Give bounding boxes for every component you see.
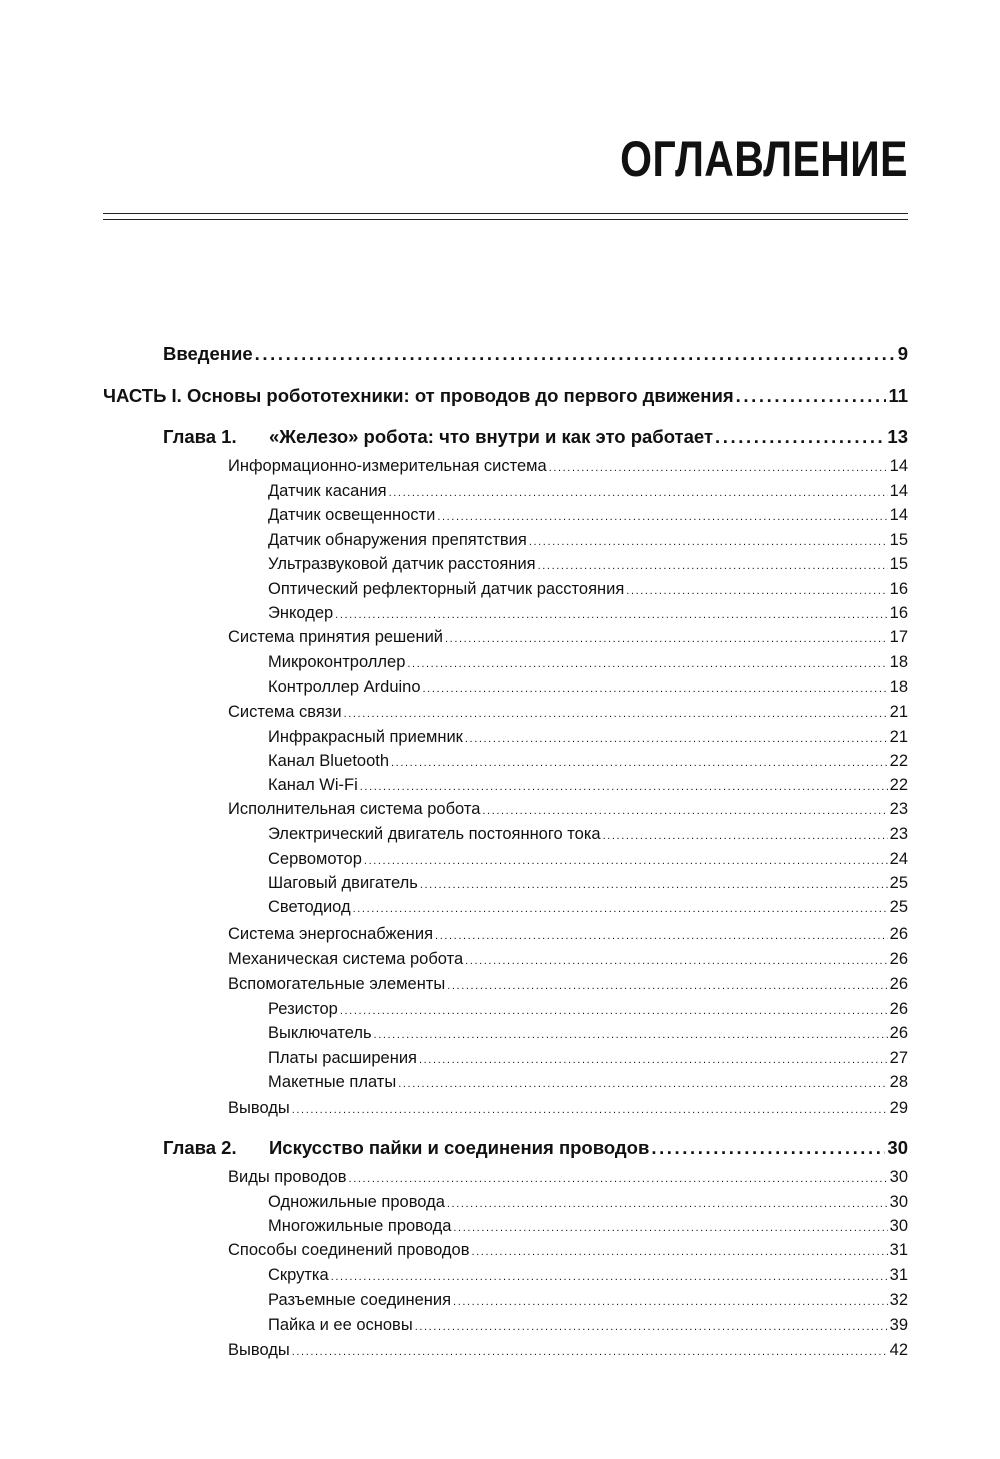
toc-entry-label [163,1137,649,1159]
toc-entry-label: Разъемные соединения [268,1291,452,1309]
toc-entry-label: Макетные платы [268,1073,397,1091]
dot-leader [331,1271,888,1283]
toc-entry-label: Энкодер [268,604,334,622]
toc-entry-label: Ультразвуковой датчик расстояния [268,555,536,573]
toc-entry-label: Исполнительная система робота [228,800,481,818]
dot-leader [435,930,888,942]
dot-leader [715,426,885,448]
dot-leader [447,1198,888,1210]
toc-entry [228,1099,908,1118]
dot-leader [482,805,887,817]
toc-entry-page: 30 [889,1193,908,1211]
toc-entry-page: 28 [889,1073,908,1091]
toc-entry-page: 16 [889,604,908,622]
dot-leader [353,903,888,915]
toc-entry [228,800,908,819]
toc-entry-page: 24 [889,850,908,868]
toc-entry-page: 15 [889,555,908,573]
toc-entry-page: 30 [889,1168,908,1186]
toc-entry-label: Система связи [228,703,342,721]
toc-entry-label: Система энергоснабжения [228,925,434,943]
toc-entry-page: 11 [888,385,908,406]
dot-leader [391,757,888,769]
toc-entry-page: 26 [889,1024,908,1042]
dot-leader [549,462,888,474]
toc-entry [228,457,908,476]
dot-leader [419,1054,888,1066]
toc-entry-label: Вспомогательные элементы [228,975,446,993]
dot-leader [360,781,888,793]
toc-entry-label: Канал Wi-Fi [268,776,358,794]
toc-entry-label: Датчик обнаружения препятствия [268,531,527,549]
toc-entry-label: Система принятия решений [228,628,444,646]
toc-entry-page: 25 [889,898,908,916]
dot-leader [344,708,888,720]
dot-leader [292,1346,888,1358]
dot-leader [437,511,887,523]
toc-entry [228,1341,908,1360]
toc-entry-label: Шаговый двигатель [268,874,418,892]
toc-entry [268,1024,908,1043]
toc-entry-label: Виды проводов [228,1168,347,1186]
dot-leader [374,1029,888,1041]
toc-entry [268,1217,908,1236]
toc-entry-page: 39 [889,1316,908,1334]
dot-leader [453,1222,887,1234]
dot-leader [453,1296,888,1308]
toc-entry [268,678,908,697]
toc-entry [268,874,908,893]
toc-entry-label: Микроконтроллер [268,653,406,671]
toc-entry-page: 13 [887,426,908,447]
toc-entry-page: 14 [889,506,908,524]
toc-entry-label: Механическая система робота [228,950,464,968]
toc-entry-page: 15 [889,531,908,549]
toc-entry [268,728,908,747]
toc-entry [163,426,908,448]
toc-entry-label: Датчик освещенности [268,506,436,524]
dot-leader [465,955,887,967]
dot-leader [340,1005,888,1017]
toc-entry [268,506,908,525]
toc-entry-page: 32 [889,1291,908,1309]
toc-entry-page: 22 [889,752,908,770]
toc-entry-page: 14 [889,457,908,475]
dot-leader [538,560,888,572]
dot-leader [423,683,888,695]
dot-leader [651,1137,885,1159]
toc-entry [268,1316,908,1335]
dot-leader [292,1104,888,1116]
toc-entry [268,555,908,574]
toc-entry [268,1073,908,1092]
toc-entry-label: Канал Bluetooth [268,752,390,770]
toc-entry-label: Датчик касания [268,482,387,500]
toc-entry-page: 31 [889,1266,908,1284]
toc-entry-page: 26 [889,925,908,943]
toc-entry-label: Многожильные провода [268,1217,452,1235]
dot-leader [335,609,887,621]
dot-leader [529,536,888,548]
toc-entry [268,1266,908,1285]
toc-entry-page: 17 [889,628,908,646]
toc-entry [268,1193,908,1212]
toc-entry [268,1000,908,1019]
toc-entry-label: Выключатель [268,1024,372,1042]
toc-entry-label: Инфракрасный приемник [268,728,463,746]
toc-entry-page: 26 [889,950,908,968]
toc-entry-page: 18 [889,653,908,671]
toc-entry-label: Выводы [228,1099,290,1117]
title-rule-bottom [103,219,908,220]
toc-entry-label: Пайка и ее основы [268,1316,413,1334]
toc-entry [228,1241,908,1260]
dot-leader [255,343,896,365]
dot-leader [465,733,888,745]
chapter-number: Глава 1. [163,426,237,447]
toc-entry-label: Одножильные провода [268,1193,445,1211]
toc-entry-page: 27 [889,1049,908,1067]
toc-entry [228,703,908,722]
page-title: ОГЛАВЛЕНИЕ [620,131,908,187]
toc-entry [268,604,908,623]
toc-entry-label: Светодиод [268,898,351,916]
dot-leader [389,487,888,499]
toc-entry-label: Резистор [268,1000,338,1018]
dot-leader [415,1321,888,1333]
dot-leader [471,1246,887,1258]
toc-entry-page: 26 [889,975,908,993]
toc-entry [268,825,908,844]
toc-entry-page: 29 [889,1099,908,1117]
toc-entry-label [163,426,713,448]
toc-entry-label: Оптический рефлекторный датчик расстояния [268,580,625,598]
toc-entry-page: 9 [897,343,908,364]
toc-entry [103,385,908,407]
toc-entry-page: 16 [889,580,908,598]
toc-entry-page: 42 [889,1341,908,1359]
dot-leader [447,980,887,992]
toc-entry-label: Электрический двигатель постоянного тока [268,825,601,843]
toc-entry-label: Способы соединений проводов [228,1241,470,1259]
chapter-number: Глава 2. [163,1137,237,1158]
toc-entry [228,925,908,944]
toc-entry-label: Выводы [228,1341,290,1359]
toc-entry [268,752,908,771]
toc-entry [268,653,908,672]
dot-leader [603,830,888,842]
dot-leader [407,658,887,670]
toc-entry-page: 18 [889,678,908,696]
title-rule-top [103,213,908,214]
toc-entry-label: Контроллер Arduino [268,678,421,696]
chapter-title: Искусство пайки и соединения проводов [269,1137,650,1158]
toc-entry [228,1168,908,1187]
toc-entry-page: 25 [889,874,908,892]
dot-leader [364,855,888,867]
toc-entry-page: 30 [889,1217,908,1235]
toc-entry-page: 31 [889,1241,908,1259]
dot-leader [398,1078,887,1090]
dot-leader [736,385,887,407]
toc-entry-label: Сервомотор [268,850,362,868]
toc-entry [268,1291,908,1310]
dot-leader [349,1173,888,1185]
toc-entry-label: Информационно-измерительная система [228,457,547,475]
toc-entry [268,850,908,869]
toc-entry [163,1137,908,1159]
toc-entry-label: Введение [163,343,253,364]
toc-entry [228,975,908,994]
toc-entry-page: 30 [887,1137,908,1158]
dot-leader [420,879,888,891]
dot-leader [445,633,888,645]
toc-entry-page: 14 [889,482,908,500]
toc-entry-page: 23 [889,825,908,843]
toc-entry-page: 22 [889,776,908,794]
toc-entry [268,898,908,917]
toc-entry [268,531,908,550]
toc-entry [268,482,908,501]
toc-entry-page: 26 [889,1000,908,1018]
toc-entry-label: Платы расширения [268,1049,417,1067]
toc-entry [228,950,908,969]
toc-entry-label: ЧАСТЬ I. Основы робототехники: от проводов до первого движения [103,385,734,406]
toc-entry-page: 21 [889,703,908,721]
toc-entry [163,343,908,365]
toc-entry-label: Скрутка [268,1266,329,1284]
toc-entry-page: 21 [889,728,908,746]
toc-entry [228,628,908,647]
toc-entry [268,1049,908,1068]
dot-leader [626,585,887,597]
chapter-title: «Железо» робота: что внутри и как это работает [269,426,714,447]
toc-entry [268,776,908,795]
toc-entry-page: 23 [889,800,908,818]
toc-entry [268,580,908,599]
